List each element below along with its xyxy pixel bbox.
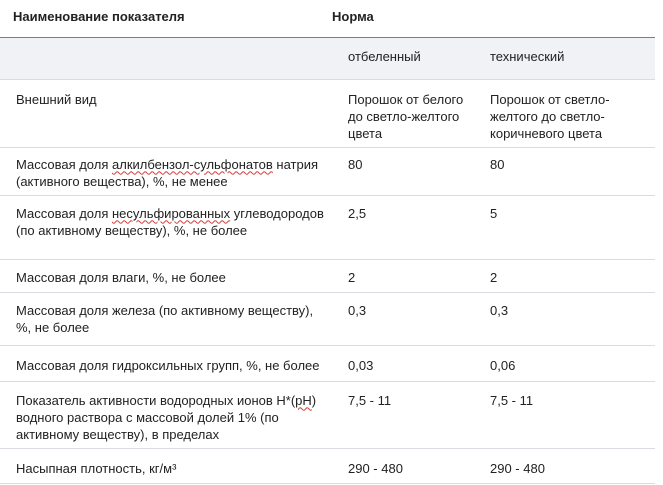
value-technical: 80 [480,147,655,195]
value-technical: 7,5 - 11 [480,381,655,448]
value-bleached: 290 - 480 [332,448,480,483]
value-technical: Порошок от светло-желтого до светло-коричневого цвета [480,79,655,147]
indicator-name: Внешний вид [0,79,332,147]
value-technical: 5 [480,195,655,259]
indicator-name: Насыпная плотность, кг/м³ [0,448,332,483]
header-indicator-name: Наименование показателя [0,0,332,37]
header-row [0,0,655,37]
indicator-name: Показатель активности водородных ионов Н*(рН) водного раствора с массовой долей 1% (по активному веществу), в пределах [0,381,332,448]
value-bleached: 2 [332,259,480,292]
value-bleached: 80 [332,147,480,195]
header-norm: Норма [332,0,480,37]
value-bleached: 7,5 - 11 [332,381,480,448]
table-row [0,195,655,259]
table-row [0,292,655,345]
table-row [0,259,655,292]
value-technical: 0,06 [480,345,655,381]
table-row [0,345,655,381]
table-row [0,448,655,483]
subheader-empty [0,37,332,79]
indicator-name: Массовая доля несульфированных углеводородов (по активному веществу), %, не более [0,195,332,259]
table-row [0,79,655,147]
header-empty [480,0,655,37]
value-technical: 2 [480,259,655,292]
indicator-name: Массовая доля алкилбензол-сульфонатов натрия (активного вещества), %, не менее [0,147,332,195]
indicator-name: Массовая доля гидроксильных групп, %, не более [0,345,332,381]
value-bleached: 0,03 [332,345,480,381]
value-technical: 290 - 480 [480,448,655,483]
table-row [0,381,655,448]
indicator-name: Массовая доля железа (по активному веществу), %, не более [0,292,332,345]
value-bleached: Порошок от белого до светло-желтого цвета [332,79,480,147]
subheader-bleached: отбеленный [332,37,480,79]
value-technical: 0,3 [480,292,655,345]
table-row [0,147,655,195]
subheader-row [0,37,655,79]
subheader-technical: технический [480,37,655,79]
value-bleached: 2,5 [332,195,480,259]
indicator-name: Массовая доля влаги, %, не более [0,259,332,292]
value-bleached: 0,3 [332,292,480,345]
